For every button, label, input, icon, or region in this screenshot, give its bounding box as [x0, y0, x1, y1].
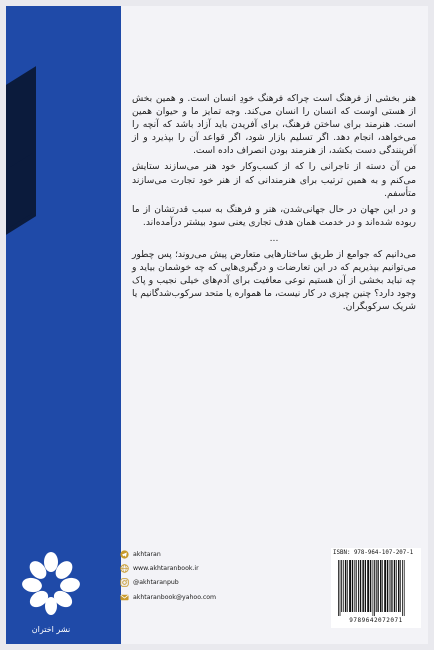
publisher-logo [18, 548, 84, 628]
globe-icon [120, 564, 129, 573]
barcode-bar [338, 560, 339, 616]
barcode-bar [349, 560, 351, 612]
contact-text: akhtaranbook@yahoo.com [133, 593, 217, 601]
barcode-bar [370, 560, 371, 612]
barcode-bar [367, 560, 369, 612]
barcode-bar [390, 560, 391, 612]
publisher-name: نشر اختران [31, 625, 71, 634]
contact-text: @akhtaranpub [133, 579, 179, 587]
barcode-bar [374, 560, 375, 616]
paragraph: و در این جهان در حال جهانی‌شدن، هنر و فرهنگ به سبب قدرتشان از ما ربوده شده‌اند و در خدمت همان هدف تجاری یعنی سود بیشتر درآمده‌اند. [132, 203, 416, 228]
barcode-bar [360, 560, 361, 612]
barcode-bar [356, 560, 357, 612]
barcode-bar [382, 560, 383, 612]
ellipsis: ... [269, 232, 279, 244]
barcode-bar [378, 560, 379, 612]
contact-text: www.akhtaranbook.ir [133, 564, 199, 572]
contact-list [120, 548, 260, 606]
barcode-bar [345, 560, 347, 612]
barcode-bar [362, 560, 364, 612]
barcode-bar [402, 560, 403, 616]
isbn-label: ISBN: 978-964-107-207-1 [333, 550, 414, 556]
back-cover-text [132, 92, 416, 317]
barcode-bar [358, 560, 359, 612]
barcode-bar [391, 560, 392, 612]
isbn-barcode-box [331, 548, 421, 628]
contact-instagram [120, 577, 260, 589]
paragraph: من آن دسته از تاجرانی را که از کسب‌وکار خود هنر می‌سازند ستایش می‌کنم و به همین ترتیب برای هنرمندانی که از هنر خود تجارت می‌سازند متأسفم. [132, 161, 416, 199]
contact-email [120, 591, 260, 603]
barcode-bar [404, 560, 405, 616]
paragraph: می‌دانیم که جوامع از طریق ساختارهایی متعارض پیش می‌روند؛ پس چطور می‌توانیم بپذیریم که در این تعارضات و درگیری‌هایی که چه خوشمان بیاید و چه نباید بخشی از آن هستیم نوعی معافیت برای آدم‌های خیلی نجیب و پاک وجود دارد؟ چنین چیزی در کار نیست، ما همواره یا متحد سرکوب‌شدگانیم یا شریک سرکوبگران. [132, 249, 416, 313]
email-icon [120, 593, 129, 602]
decorative-shape [6, 154, 32, 249]
telegram-icon [120, 550, 129, 559]
contact-website [120, 562, 260, 574]
barcode [337, 560, 415, 616]
barcode-bar [365, 560, 366, 612]
barcode-bar [380, 560, 382, 612]
barcode-bar [340, 560, 341, 616]
contact-text: akhtaran [133, 550, 161, 558]
barcode-bar [398, 560, 400, 612]
paragraph: هنر بخشی از فرهنگ است چراکه فرهنگ خودِ انسان است. و همین بخش از هستی اوست که انسان را انسان می‌کند. وجه تمایز ما و حیوان همین است. هنرمند برای ساختن فرهنگ، برای آفریدن باید آزاد باشد که آنچه را می‌خواهد، انجام دهد. اگر تسلیم بازار شود، اگر قواعد آن را بپذیرد و از آفرینندگی دست بکشد، از هنرمند بودن انصراف داده است. [132, 93, 416, 157]
barcode-bar [376, 560, 377, 612]
barcode-digits: 9789642072071 [349, 617, 403, 624]
barcode-bar [394, 560, 396, 612]
barcode-bar [400, 560, 401, 612]
barcode-bar [347, 560, 348, 612]
barcode-bar [396, 560, 397, 612]
barcode-bar [387, 560, 388, 612]
instagram-icon [120, 578, 129, 587]
barcode-bar [343, 560, 344, 612]
barcode-bar [373, 560, 374, 616]
barcode-bar [352, 560, 353, 612]
contact-telegram [120, 548, 260, 560]
barcode-bar [384, 560, 386, 612]
logo-icon [18, 548, 84, 624]
barcode-bar [341, 560, 342, 612]
barcode-bar [354, 560, 355, 612]
